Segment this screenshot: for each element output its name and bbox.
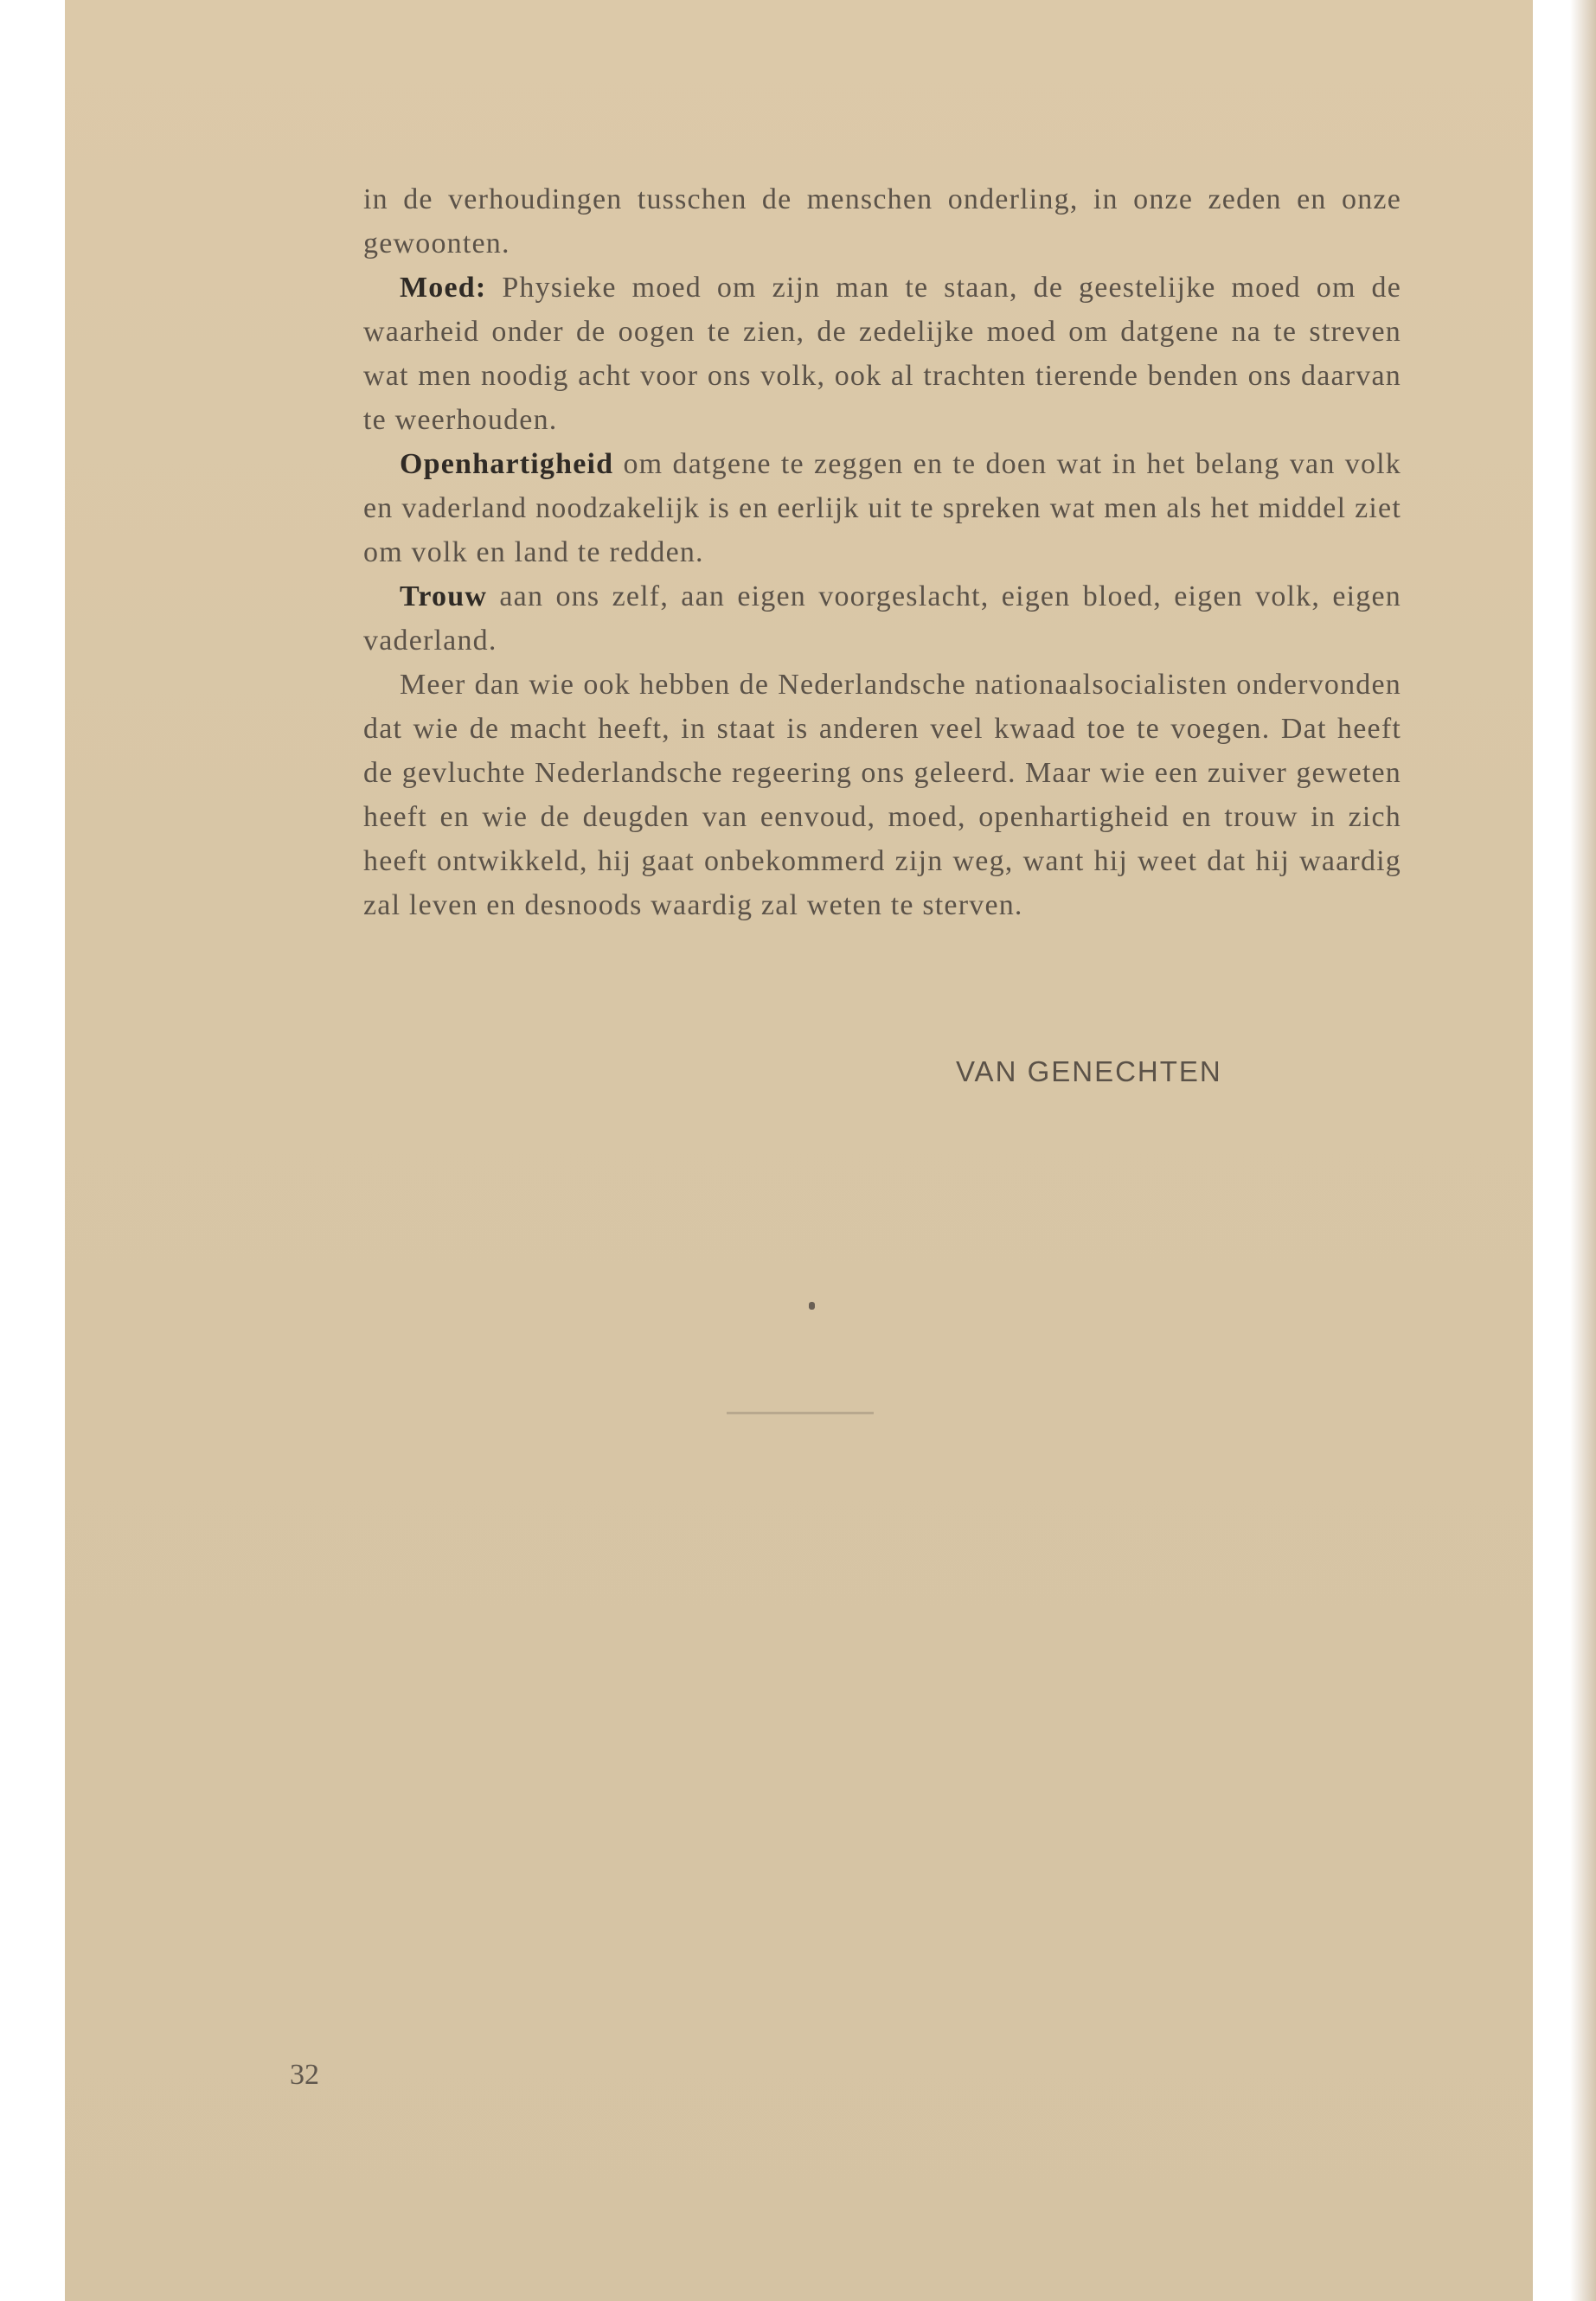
paragraph-openhartigheid xyxy=(363,442,1401,574)
paragraph-lead-word: Trouw xyxy=(400,580,488,612)
paragraph-text: aan ons zelf, aan eigen voorgeslacht, eigen bloed, eigen volk, eigen vaderland. xyxy=(363,580,1401,657)
divider-rule xyxy=(727,1412,874,1414)
ornament-dot xyxy=(809,1302,815,1310)
paragraph-lead-word: Moed: xyxy=(400,272,487,304)
body-text xyxy=(363,177,1401,927)
paragraph-continuation xyxy=(363,177,1401,266)
paragraph-text: in de verhoudingen tusschen de menschen onderling, in onze zeden en onze gewoonten. xyxy=(363,183,1401,260)
book-page xyxy=(65,0,1533,2301)
paragraph-lead-word: Openhartigheid xyxy=(400,448,614,480)
paragraph-text: Meer dan wie ook hebben de Nederlandsche nationaalsocialisten ondervonden dat wie de macht heeft, in staat is anderen veel kwaad toe te voegen. Dat heeft de gevluchte Nederlandsche regeering ons geleerd. Maar wie een zuiver geweten heeft en wie de deugden van eenvoud, moed, openhartigheid en trouw in zich heeft ontwikkeld, hij gaat onbekommerd zijn weg, want hij weet dat hij waardig zal leven en desnoods waardig zal weten te sterven. xyxy=(363,669,1401,921)
page-number: 32 xyxy=(290,2059,319,2091)
paragraph-text: om datgene te zeggen en te doen wat in het belang van volk en vaderland noodzakelijk is en eerlijk uit te spreken wat men als het middel ziet om volk en land te redden. xyxy=(363,448,1401,568)
paragraph-moed xyxy=(363,266,1401,442)
page-edge-shadow xyxy=(1570,0,1596,2301)
paragraph-trouw xyxy=(363,574,1401,663)
paragraph-text: Physieke moed om zijn man te staan, de geestelijke moed om de waarheid onder de oogen te zien, de zedelijke moed om datgene na te streven wat men noodig acht voor ons volk, ook al trachten tierende benden ons daarvan te weerhouden. xyxy=(363,272,1401,436)
author-signature: VAN GENECHTEN xyxy=(956,1055,1222,1087)
paragraph-closing xyxy=(363,663,1401,927)
